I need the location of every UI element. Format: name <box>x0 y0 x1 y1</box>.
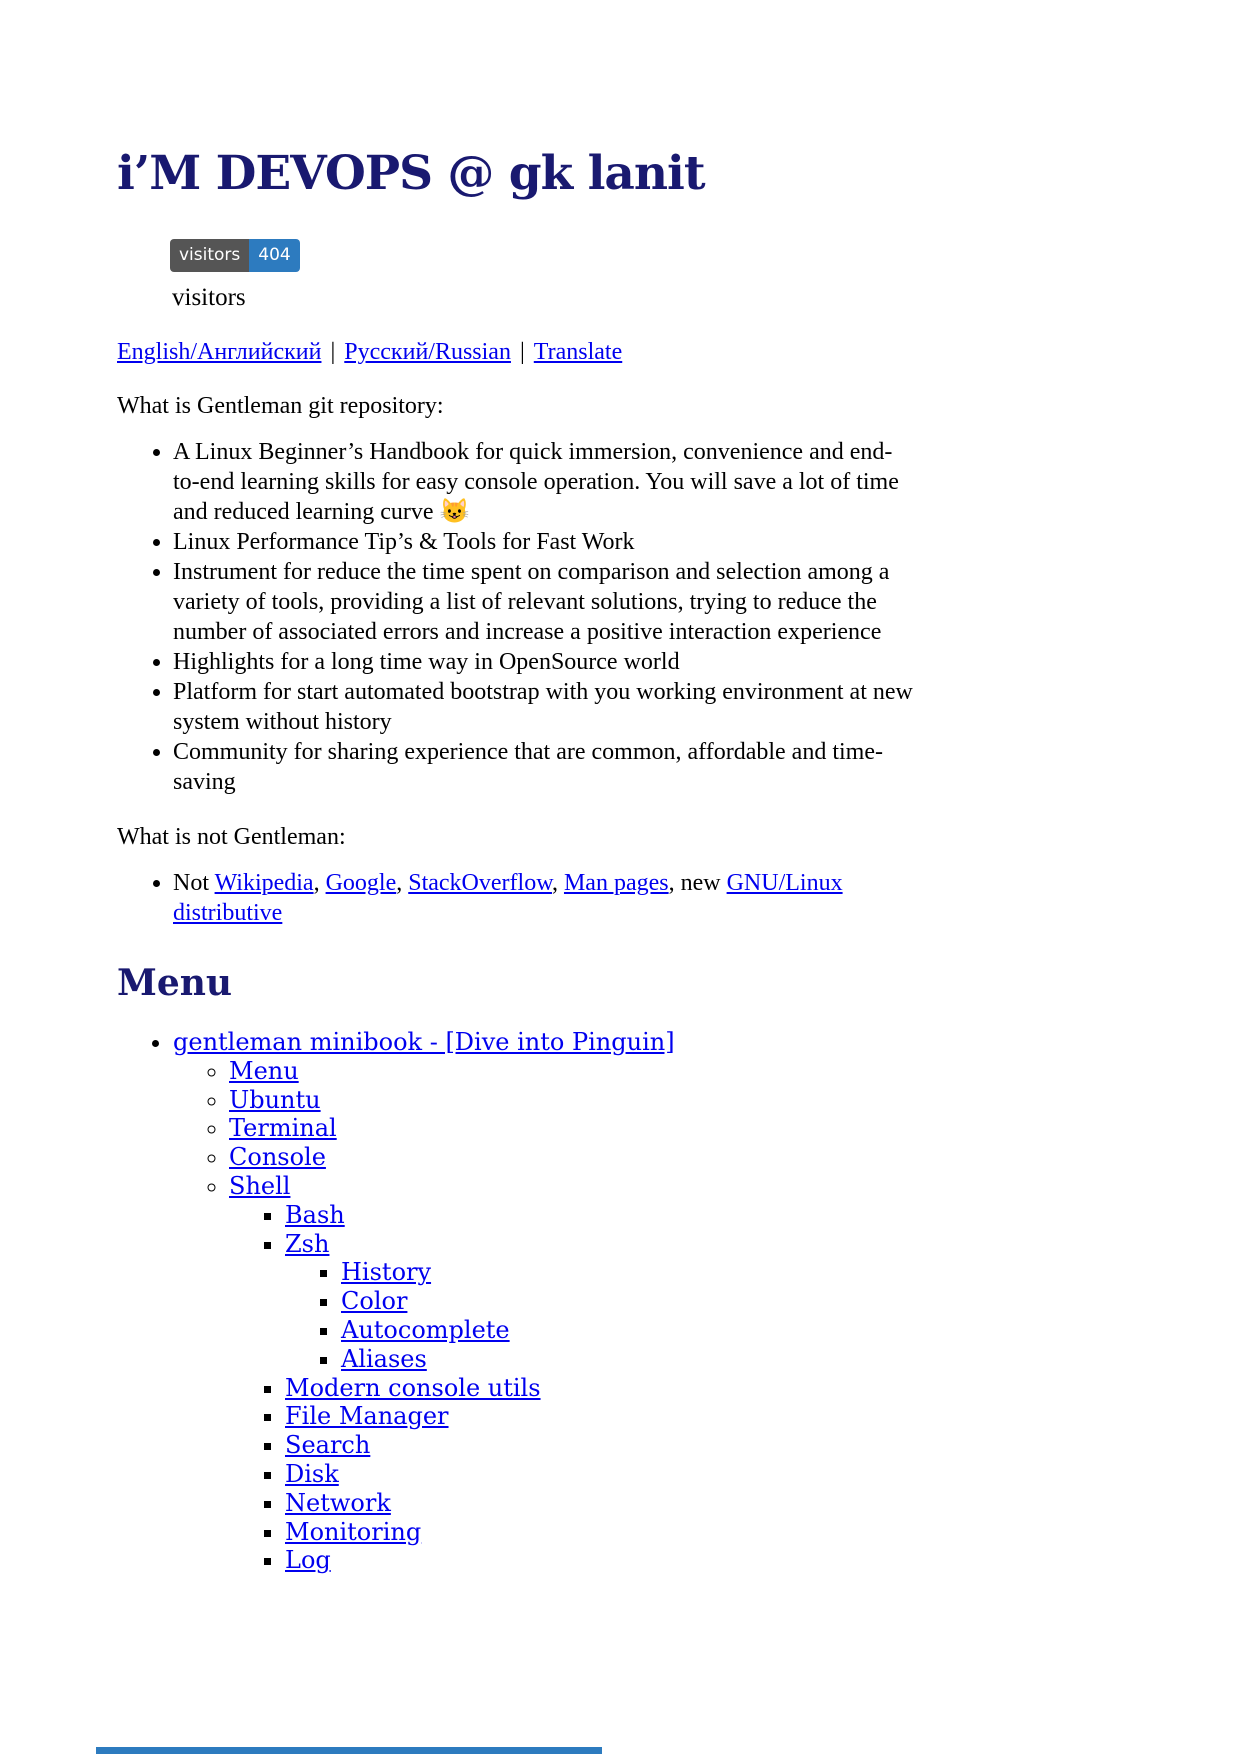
visitors-badge-label: visitors <box>170 239 249 272</box>
menu-link-color[interactable]: Color <box>341 1287 408 1316</box>
menu-item <box>173 1028 1128 1575</box>
menu-item <box>229 1143 1128 1172</box>
link-google[interactable]: Google <box>325 870 397 896</box>
menu-link-log[interactable]: Log <box>285 1546 331 1575</box>
menu-link-monitoring[interactable]: Monitoring <box>285 1517 422 1546</box>
separator: | <box>330 339 336 365</box>
menu-link-autocomplete[interactable]: Autocomplete <box>341 1315 510 1344</box>
menu-item <box>229 1057 1128 1086</box>
menu-link-modern-console-utils[interactable]: Modern console utils <box>285 1373 541 1402</box>
visitors-badge-count: 404 <box>249 239 299 272</box>
menu-item <box>285 1431 1128 1460</box>
menu-link-zsh[interactable]: Zsh <box>285 1229 330 1258</box>
list-item <box>173 868 913 928</box>
menu-link-console[interactable]: Console <box>229 1143 326 1172</box>
text-segment: , <box>313 870 326 896</box>
menu-heading: Menu <box>117 962 233 1004</box>
menu-sublist <box>173 1057 1128 1575</box>
text-segment: Not <box>173 870 215 896</box>
menu-sublist-zsh <box>285 1258 1128 1373</box>
not-gentleman-list <box>117 868 913 928</box>
menu-link-history[interactable]: History <box>341 1258 432 1287</box>
menu-link-disk[interactable]: Disk <box>285 1459 339 1488</box>
not-gentleman-heading: What is not Gentleman: <box>117 824 346 850</box>
menu-item <box>285 1230 1128 1374</box>
menu-item <box>285 1489 1128 1518</box>
text-segment: , <box>396 870 409 896</box>
visitors-badge-row <box>170 239 1128 272</box>
menu-list <box>117 1028 1128 1575</box>
link-translate[interactable]: Translate <box>533 339 623 365</box>
menu-item <box>229 1172 1128 1575</box>
page-title: i’M DEVOPS @ gk lanit <box>117 146 705 201</box>
separator: | <box>519 339 525 365</box>
menu-item <box>285 1460 1128 1489</box>
list-item: • Community for sharing experience that are common, affordable and time-saving <box>173 737 913 797</box>
clipped-banner-strip <box>96 1747 602 1754</box>
menu-link-file-manager[interactable]: File Manager <box>285 1402 449 1431</box>
menu-link-search[interactable]: Search <box>285 1431 371 1460</box>
menu-item <box>285 1402 1128 1431</box>
menu-link-bash[interactable]: Bash <box>285 1200 345 1229</box>
text-segment: , new <box>668 870 727 896</box>
link-wikipedia[interactable]: Wikipedia <box>214 870 314 896</box>
visitors-badge[interactable] <box>170 239 300 272</box>
menu-item <box>285 1201 1128 1230</box>
menu-sublist-shell <box>229 1201 1128 1575</box>
link-russian[interactable]: Русский/Russian <box>344 339 511 365</box>
menu-item <box>229 1086 1128 1115</box>
menu-link-shell[interactable]: Shell <box>229 1171 291 1200</box>
menu-link-terminal[interactable]: Terminal <box>229 1114 337 1143</box>
link-english[interactable]: English/Английский <box>117 339 322 365</box>
link-man-pages[interactable]: Man pages <box>563 870 669 896</box>
menu-item <box>285 1374 1128 1403</box>
menu-link-aliases[interactable]: Aliases <box>341 1344 427 1373</box>
menu-link-network[interactable]: Network <box>285 1488 391 1517</box>
intro-heading: What is Gentleman git repository: <box>117 393 444 419</box>
menu-link-gentleman-minibook[interactable]: gentleman minibook - [Dive into Pinguin] <box>173 1028 675 1056</box>
menu-item <box>285 1546 1128 1575</box>
list-item: • Linux Performance Tip’s & Tools for Fast Work <box>173 527 913 557</box>
menu-item <box>285 1518 1128 1547</box>
list-item: • Platform for start automated bootstrap with you working environment at new system without history <box>173 677 913 737</box>
menu-item <box>341 1316 1128 1345</box>
visitors-badge-caption: visitors <box>172 284 246 311</box>
menu-item <box>229 1114 1128 1143</box>
text-segment: , <box>551 870 564 896</box>
menu-item <box>341 1345 1128 1374</box>
menu-link-menu[interactable]: Menu <box>229 1056 299 1085</box>
intro-bullet-list <box>117 437 913 797</box>
link-stackoverflow[interactable]: StackOverflow <box>408 870 552 896</box>
list-item: • Highlights for a long time way in OpenSource world <box>173 647 913 677</box>
menu-item <box>341 1258 1128 1287</box>
language-bar <box>117 339 1128 366</box>
link-gnu-linux-distributive[interactable]: GNU/Linux distributive <box>173 870 843 926</box>
menu-item <box>341 1287 1128 1316</box>
menu-link-ubuntu[interactable]: Ubuntu <box>229 1085 321 1114</box>
list-item: • A Linux Beginner’s Handbook for quick immersion, convenience and end-to-end learning skills for easy console operation. You will save a lot of time and reduced learning curve 😺 <box>173 437 913 527</box>
list-item: • Instrument for reduce the time spent on comparison and selection among a variety of tools, providing a list of relevant solutions, trying to reduce the number of associated errors and increase a positive interaction experience <box>173 557 913 647</box>
